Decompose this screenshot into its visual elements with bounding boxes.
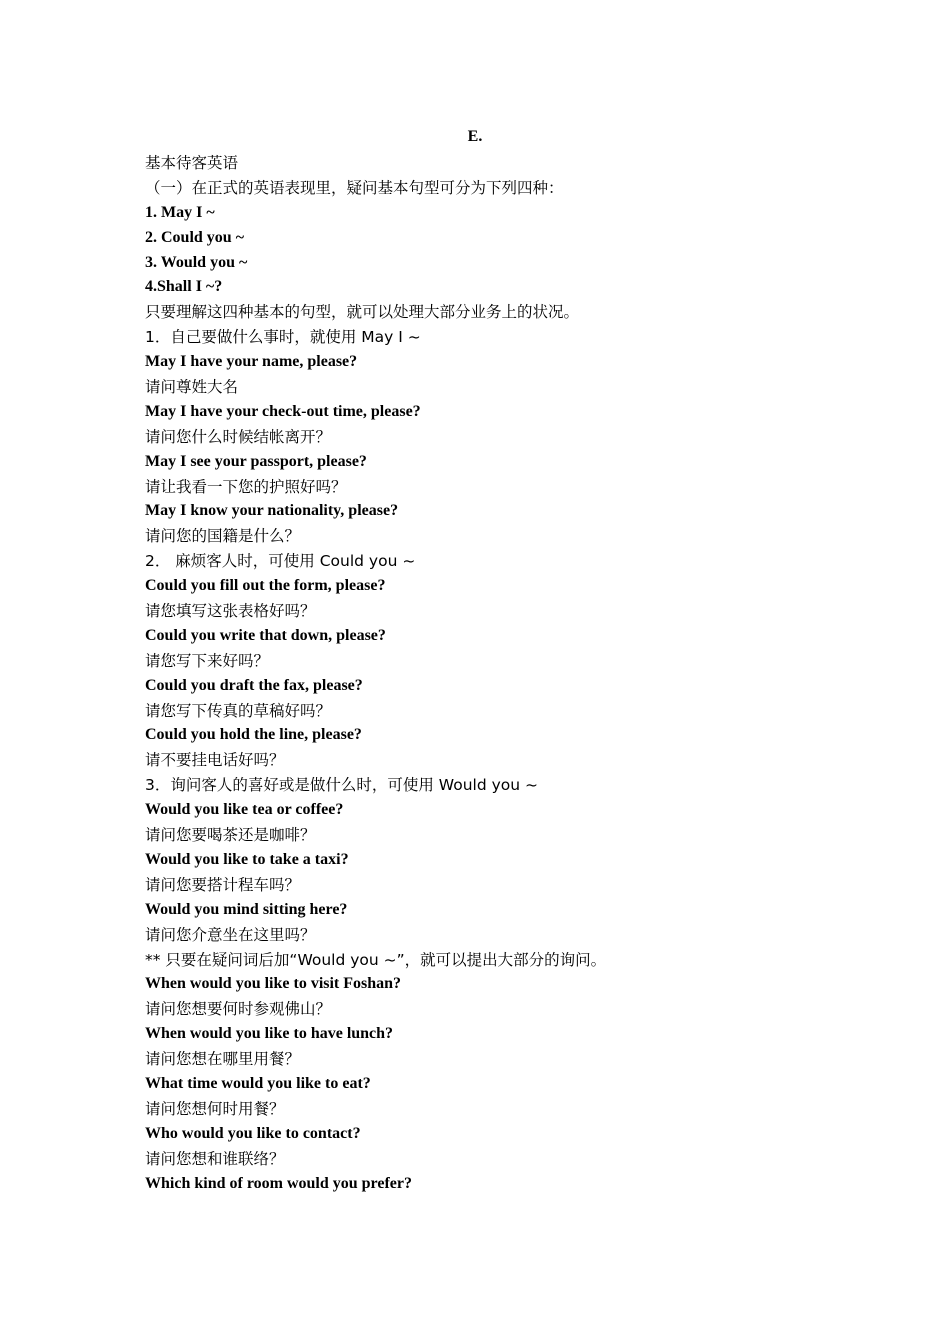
chinese-text-line: ** 只要在疑问词后加“Would you ~”，就可以提出大部分的询问。 — [145, 950, 607, 969]
chinese-text-line: 请问您想在哪里用餐？ — [145, 1050, 301, 1069]
chinese-text-line: 请问您要搭计程车吗？ — [145, 875, 301, 894]
english-text-line: When would you like to visit Foshan? — [145, 975, 402, 993]
chinese-text-line: 1．自己要做什么事时，就使用 May I ~ — [145, 328, 421, 347]
english-text-line: Who would you like to contact? — [145, 1124, 361, 1142]
english-text-line: May I know your nationality, please? — [145, 502, 399, 520]
english-text-line: 4.Shall I ~? — [145, 278, 223, 296]
chinese-text-line: 请您填写这张表格好吗？ — [145, 602, 316, 621]
english-text-line: May I have your check-out time, please? — [145, 402, 421, 420]
english-text-line: Could you write that down, please? — [145, 626, 386, 644]
chinese-text-line: 请问尊姓大名 — [145, 378, 239, 397]
english-text-line: Could you hold the line, please? — [145, 726, 362, 744]
chinese-text-line: 请您写下传真的草稿好吗？ — [145, 701, 332, 720]
chinese-text-line: 基本待客英语 — [145, 154, 239, 172]
chinese-text-line: （一）在正式的英语表现里，疑问基本句型可分为下列四种： — [145, 178, 564, 197]
chinese-text-line: 2． 麻烦客人时，可使用 Could you ~ — [145, 552, 416, 571]
english-text-line: Would you like to take a taxi? — [145, 850, 349, 868]
chinese-text-line: 只要理解这四种基本的句型，就可以处理大部分业务上的状况。 — [145, 303, 580, 322]
chinese-text-line: 请问您的国籍是什么？ — [145, 527, 301, 546]
english-text-line: Which kind of room would you prefer? — [145, 1174, 412, 1192]
chinese-text-line: 请您写下来好吗？ — [145, 651, 270, 670]
chinese-text-line: 请问您想和谁联络？ — [145, 1149, 285, 1168]
english-text-line: Could you draft the fax, please? — [145, 676, 363, 694]
english-text-line: 2. Could you ~ — [145, 228, 245, 246]
chinese-text-line: 请问您想何时用餐？ — [145, 1099, 285, 1118]
english-text-line: Would you mind sitting here? — [145, 900, 348, 918]
english-text-line: May I see your passport, please? — [145, 452, 367, 470]
chinese-text-line: 请问您想要何时参观佛山？ — [145, 1000, 332, 1019]
english-text-line: When would you like to have lunch? — [145, 1025, 394, 1043]
chinese-text-line: 请不要挂电话好吗？ — [145, 751, 285, 770]
english-text-line: 1. May I ~ — [145, 203, 215, 221]
english-text-line: May I have your name, please? — [145, 353, 358, 371]
english-text-line: Would you like tea or coffee? — [145, 801, 344, 819]
chinese-text-line: 请让我看一下您的护照好吗？ — [145, 477, 347, 496]
chinese-text-line: 3．询问客人的喜好或是做什么时，可使用 Would you ~ — [145, 776, 538, 795]
english-text-line: What time would you like to eat? — [145, 1074, 371, 1092]
chinese-text-line: 请问您介意坐在这里吗？ — [145, 925, 316, 944]
english-text-line: 3. Would you ~ — [145, 253, 248, 271]
document-heading: E. — [467, 128, 483, 145]
document-body — [145, 151, 845, 1196]
english-text-line: Could you fill out the form, please? — [145, 577, 386, 595]
chinese-text-line: 请问您什么时候结帐离开？ — [145, 427, 332, 446]
chinese-text-line: 请问您要喝茶还是咖啡？ — [145, 826, 316, 845]
